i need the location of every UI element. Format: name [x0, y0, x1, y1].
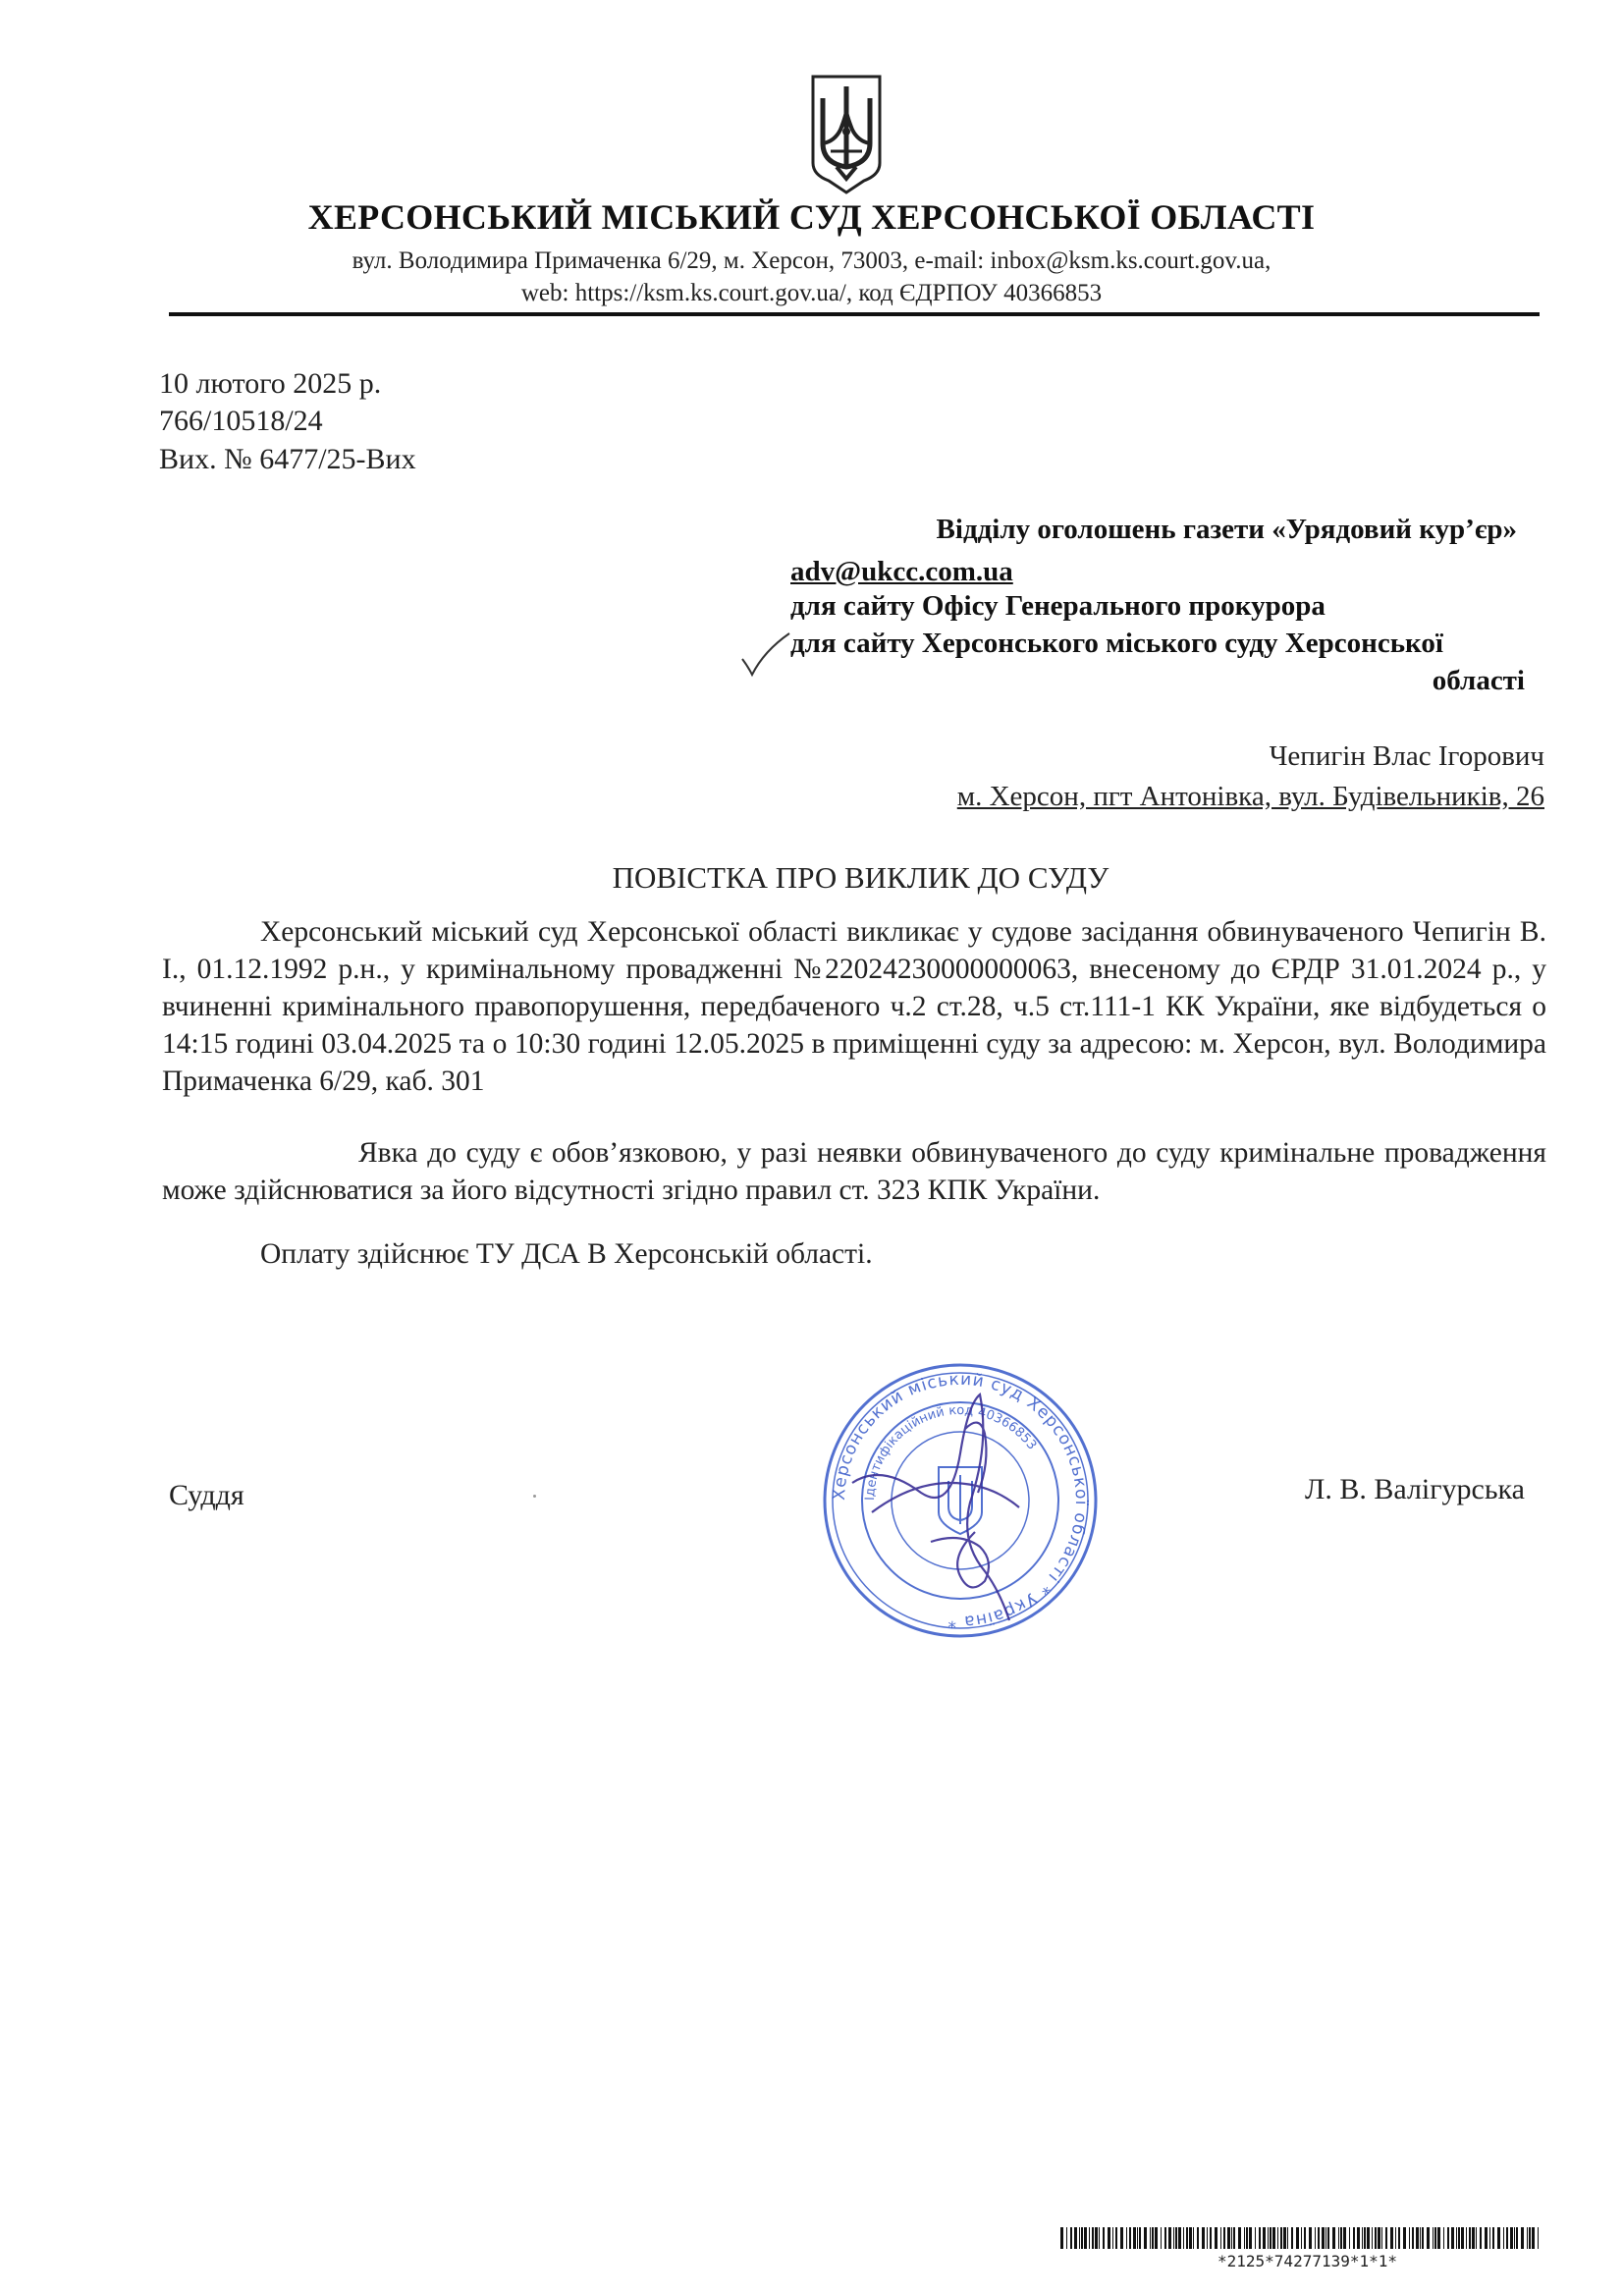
recipient-court-site: для сайту Херсонського міського суду Херсонської — [790, 628, 1443, 659]
addressee-address: м. Херсон, пгт Антонівка, вул. Будівельників, 26 — [956, 781, 1544, 812]
barcode — [1060, 2227, 1545, 2249]
scan-speck — [533, 1495, 536, 1498]
payment-paragraph: Оплату здійснює ТУ ДСА В Херсонській області. — [260, 1238, 873, 1270]
outgoing-number: Вих. № 6477/25-Вих — [159, 443, 416, 475]
case-number: 766/10518/24 — [159, 405, 323, 437]
recipient-newspaper: Відділу оголошень газети «Урядовий кур’єр» — [936, 514, 1517, 545]
seal-outer-text: Херсонський міський суд Херсонської області * Україна * — [829, 1369, 1092, 1632]
seal-inner-text: Ідентифікаційний код 40366853 — [862, 1402, 1040, 1502]
document-title: ПОВІСТКА ПРО ВИКЛИК ДО СУДУ — [612, 860, 1109, 895]
header-divider — [169, 312, 1540, 316]
judge-label: Суддя — [169, 1479, 244, 1511]
judge-name: Л. В. Валігурська — [1305, 1473, 1525, 1505]
letter-date: 10 лютого 2025 р. — [159, 367, 382, 400]
attendance-paragraph: Явка до суду є обов’язковою, у разі неявки обвинуваченого до суду кримінальне провадження може здійснюватися за його відсутності згідно правил ст. 323 КПК України. — [162, 1137, 1546, 1206]
addressee-name: Чепигін Влас Ігорович — [1269, 740, 1544, 772]
recipient-prosecutor-site: для сайту Офісу Генерального прокурора — [790, 590, 1325, 622]
ukraine-trident-icon — [807, 73, 886, 196]
court-address: вул. Володимира Примаченка 6/29, м. Херсон, 73003, e-mail: inbox@ksm.ks.court.gov.ua, — [352, 247, 1271, 274]
court-name: ХЕРСОНСЬКИЙ МІСЬКИЙ СУД ХЕРСОНСЬКОЇ ОБЛАСТІ — [307, 197, 1316, 237]
checkmark-icon — [738, 629, 792, 679]
summons-paragraph: Херсонський міський суд Херсонської області викликає у судове засідання обвинуваченого Чепигін В. І., 01.12.1992 р.н., у кримінальному провадженні №22024230000000063, внесеному до ЄРДР 31.01.2024 р., у вчиненні кримінального правопорушення, передбаченого ч.2 ст.28, ч.5 ст.111-1 КК України, яке відбудеться о 14:15 годині 03.04.2025 та о 10:30 годині 12.05.2025 в приміщенні суду за адресою: м. Херсон, вул. Володимира Примаченка 6/29, каб. 301 — [162, 916, 1546, 1097]
court-seal — [813, 1336, 1108, 1660]
court-web-code: web: https://ksm.ks.court.gov.ua/, код ЄДРПОУ 40366853 — [520, 280, 1103, 306]
recipient-court-site-cont: області — [1432, 665, 1525, 696]
barcode-text: *2125*74277139*1*1* — [1217, 2252, 1398, 2270]
recipient-email[interactable]: adv@ukcc.com.ua — [790, 556, 1013, 587]
